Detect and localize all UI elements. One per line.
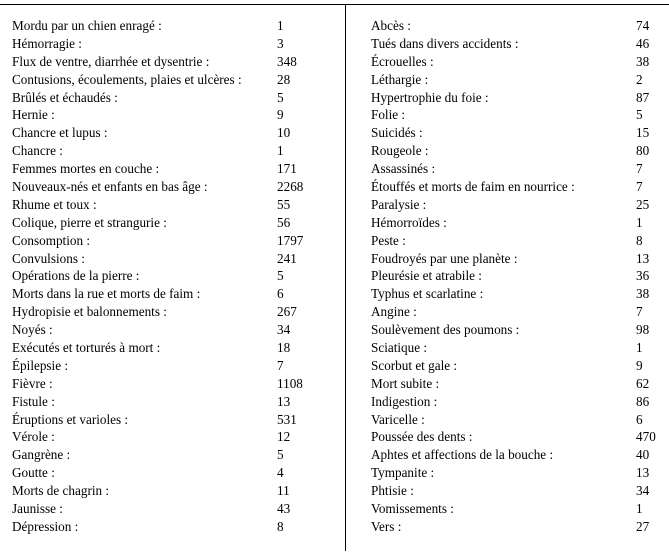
death-count: 15: [636, 125, 650, 141]
death-count: 28: [277, 71, 291, 87]
death-count: 43: [277, 501, 291, 517]
death-count: 8: [277, 518, 284, 534]
cause-label: Hémorragie :: [12, 35, 82, 51]
death-count: 1797: [277, 232, 304, 248]
cause-label: Angine :: [371, 304, 417, 320]
cause-label: Vérole :: [12, 429, 55, 445]
cause-label: Morts dans la rue et morts de faim :: [12, 286, 201, 302]
death-count: 2268: [277, 179, 304, 195]
death-count: 36: [636, 268, 650, 284]
death-count: 62: [636, 375, 650, 391]
death-count: 18: [277, 340, 291, 356]
cause-label: Chancre et lupus :: [12, 125, 108, 141]
death-count: 87: [636, 89, 650, 105]
death-count: 34: [277, 322, 291, 338]
death-count: 56: [277, 214, 291, 230]
cause-label: Nouveaux-nés et enfants en bas âge :: [12, 179, 208, 195]
death-count: 38: [636, 286, 650, 302]
cause-label: Léthargie :: [371, 71, 429, 87]
cause-label: Femmes mortes en couche :: [12, 161, 160, 177]
cause-label: Mordu par un chien enragé :: [12, 18, 162, 33]
death-count: 98: [636, 322, 650, 338]
death-count: 7: [636, 179, 643, 195]
cause-label: Exécutés et torturés à mort :: [12, 340, 161, 356]
cause-label: Hernie :: [12, 107, 55, 123]
death-count: 80: [636, 143, 650, 159]
cause-label: Varicelle :: [371, 411, 425, 427]
cause-label: Abcès :: [371, 18, 411, 33]
death-count: 6: [277, 286, 284, 302]
death-count: 27: [636, 518, 650, 534]
cause-label: Paralysie :: [371, 196, 427, 212]
death-count: 12: [277, 429, 291, 445]
cause-label: Dépression :: [12, 518, 79, 534]
death-count: 11: [277, 483, 290, 499]
death-count: 267: [277, 304, 297, 320]
cause-label: Tués dans divers accidents :: [371, 35, 519, 51]
cause-label: Étouffés et morts de faim en nourrice :: [371, 179, 575, 195]
death-count: 3: [277, 35, 284, 51]
cause-label: Éruptions et varioles :: [12, 411, 129, 427]
death-count: 1: [636, 214, 643, 230]
cause-label: Hémorroïdes :: [371, 214, 447, 230]
death-count: 34: [636, 483, 650, 499]
cause-label: Peste :: [371, 232, 406, 248]
cause-label: Folie :: [371, 107, 406, 123]
death-count: 46: [636, 35, 650, 51]
cause-label: Aphtes et affections de la bouche :: [371, 447, 554, 463]
death-count: 13: [636, 465, 650, 481]
top-rule: [0, 4, 669, 5]
cause-label: Mort subite :: [371, 375, 440, 391]
death-count: 7: [636, 304, 643, 320]
cause-label: Convulsions :: [12, 250, 85, 266]
cause-label: Pleurésie et atrabile :: [371, 268, 482, 284]
cause-label: Écrouelles :: [371, 53, 434, 69]
cause-label: Hypertrophie du foie :: [371, 89, 489, 105]
death-count: 10: [277, 125, 291, 141]
cause-label: Phtisie :: [371, 483, 414, 499]
cause-label: Sciatique :: [371, 340, 428, 356]
cause-label: Jaunisse :: [12, 501, 63, 517]
death-count: 1: [636, 340, 643, 356]
cause-label: Fièvre :: [12, 375, 53, 391]
death-count: 1: [636, 501, 643, 517]
cause-label: Rougeole :: [371, 143, 429, 159]
death-count: 5: [277, 89, 284, 105]
cause-label: Épilepsie :: [12, 357, 69, 373]
death-count: 9: [277, 107, 284, 123]
death-count: 1108: [277, 375, 303, 391]
cause-label: Vomissements :: [371, 501, 454, 517]
death-count: 5: [277, 268, 284, 284]
cause-label: Gangrène :: [12, 447, 71, 463]
death-count: 13: [636, 250, 650, 266]
cause-label: Foudroyés par une planète :: [371, 250, 518, 266]
cause-label: Noyés :: [12, 322, 53, 338]
death-count: 40: [636, 447, 650, 463]
cause-label: Assassinés :: [371, 161, 436, 177]
death-count: 7: [636, 161, 643, 177]
death-count: 2: [636, 71, 643, 87]
death-count: 531: [277, 411, 297, 427]
death-count: 6: [636, 411, 643, 427]
death-count: 1: [277, 18, 284, 33]
death-count: 7: [277, 357, 284, 373]
cause-label: Poussée des dents :: [371, 429, 473, 445]
death-count: 25: [636, 196, 650, 212]
cause-label: Opérations de la pierre :: [12, 268, 140, 284]
death-count: 38: [636, 53, 650, 69]
death-count: 4: [277, 465, 284, 481]
death-count: 470: [636, 429, 656, 445]
death-count: 5: [277, 447, 284, 463]
cause-label: Typhus et scarlatine :: [371, 286, 484, 302]
cause-label: Brûlés et échaudés :: [12, 89, 118, 105]
cause-label: Tympanite :: [371, 465, 435, 481]
death-count: 8: [636, 232, 643, 248]
death-count: 55: [277, 196, 291, 212]
column-divider: [345, 4, 346, 551]
cause-label: Contusions, écoulements, plaies et ulcères :: [12, 71, 242, 87]
death-count: 1: [277, 143, 284, 159]
death-count: 241: [277, 250, 297, 266]
death-count: 348: [277, 53, 297, 69]
death-count: 74: [636, 18, 650, 33]
cause-label: Vers :: [371, 518, 402, 534]
cause-label: Goutte :: [12, 465, 55, 481]
cause-label: Indigestion :: [371, 393, 438, 409]
cause-label: Soulèvement des poumons :: [371, 322, 520, 338]
death-count: 86: [636, 393, 650, 409]
cause-label: Morts de chagrin :: [12, 483, 110, 499]
cause-label: Suicidés :: [371, 125, 423, 141]
death-count: 5: [636, 107, 643, 123]
death-count: 171: [277, 161, 297, 177]
death-count: 9: [636, 357, 643, 373]
cause-label: Fistule :: [12, 393, 55, 409]
cause-label: Colique, pierre et strangurie :: [12, 214, 167, 230]
cause-label: Consomption :: [12, 232, 91, 248]
cause-label: Scorbut et gale :: [371, 357, 458, 373]
death-count: 13: [277, 393, 291, 409]
cause-label: Hydropisie et balonnements :: [12, 304, 167, 320]
cause-label: Flux de ventre, diarrhée et dysentrie :: [12, 53, 210, 69]
cause-label: Chancre :: [12, 143, 63, 159]
cause-label: Rhume et toux :: [12, 196, 97, 212]
